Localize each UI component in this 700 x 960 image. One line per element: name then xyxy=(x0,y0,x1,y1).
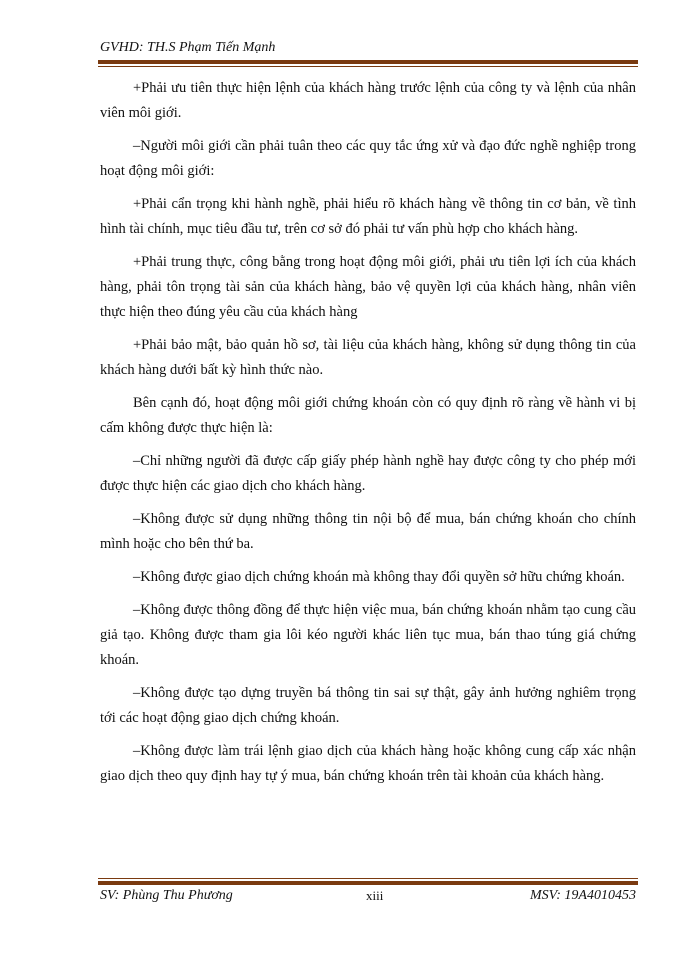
paragraph: –Không được thông đồng để thực hiện việc mua, bán chứng khoán nhằm tạo cung cầu giả tạo. Không được tham gia lôi kéo người khác liên tục mua, bán thao túng giá chứng khoán. xyxy=(100,602,636,668)
footer-student-name: SV: Phùng Thu Phương xyxy=(100,888,233,903)
footer-rule-thin xyxy=(98,878,638,879)
footer-rule-thick xyxy=(98,881,638,885)
paragraph: –Không được tạo dựng truyền bá thông tin sai sự thật, gây ảnh hưởng nghiêm trọng tới các hoạt động giao dịch chứng khoán. xyxy=(100,685,636,726)
header-supervisor: GVHD: TH.S Phạm Tiến Mạnh xyxy=(100,40,276,55)
paragraph: –Chỉ những người đã được cấp giấy phép hành nghề hay được công ty cho phép mới được thực hiện các giao dịch cho khách hàng. xyxy=(100,453,636,494)
paragraph: +Phải ưu tiên thực hiện lệnh của khách hàng trước lệnh của công ty và lệnh của nhân viên môi giới. xyxy=(100,80,636,121)
paragraph: +Phải cẩn trọng khi hành nghề, phải hiểu rõ khách hàng về thông tin cơ bản, về tình hình tài chính, mục tiêu đầu tư, trên cơ sở đó phải tư vấn phù hợp cho khách hàng. xyxy=(100,196,636,237)
paragraph: –Không được làm trái lệnh giao dịch của khách hàng hoặc không cung cấp xác nhận giao dịch theo quy định hay tự ý mua, bán chứng khoán trên tài khoản của khách hàng. xyxy=(100,743,636,784)
paragraph: –Người môi giới cần phải tuân theo các quy tắc ứng xử và đạo đức nghề nghiệp trong hoạt động môi giới: xyxy=(100,138,636,179)
header-rule-thick xyxy=(98,60,638,64)
paragraph: –Không được giao dịch chứng khoán mà không thay đổi quyền sở hữu chứng khoán. xyxy=(133,569,625,585)
footer-page-number: xiii xyxy=(366,888,384,903)
paragraph: +Phải bảo mật, bảo quản hồ sơ, tài liệu của khách hàng, không sử dụng thông tin của khách hàng dưới bất kỳ hình thức nào. xyxy=(100,337,636,378)
paragraph: +Phải trung thực, công bằng trong hoạt động môi giới, phải ưu tiên lợi ích của khách hàng, phải tôn trọng tài sản của khách hàng, bảo vệ quyền lợi của khách hàng, nhân viên thực hiện theo đúng yêu cầu của khách hàng xyxy=(100,254,636,320)
header-rule-thin xyxy=(98,66,638,67)
paragraph: Bên cạnh đó, hoạt động môi giới chứng khoán còn có quy định rõ ràng về hành vi bị cấm không được thực hiện là: xyxy=(100,395,636,436)
document-body xyxy=(100,76,636,797)
paragraph: –Không được sử dụng những thông tin nội bộ để mua, bán chứng khoán cho chính mình hoặc cho bên thứ ba. xyxy=(100,511,636,552)
footer-student-id: MSV: 19A4010453 xyxy=(529,888,636,903)
